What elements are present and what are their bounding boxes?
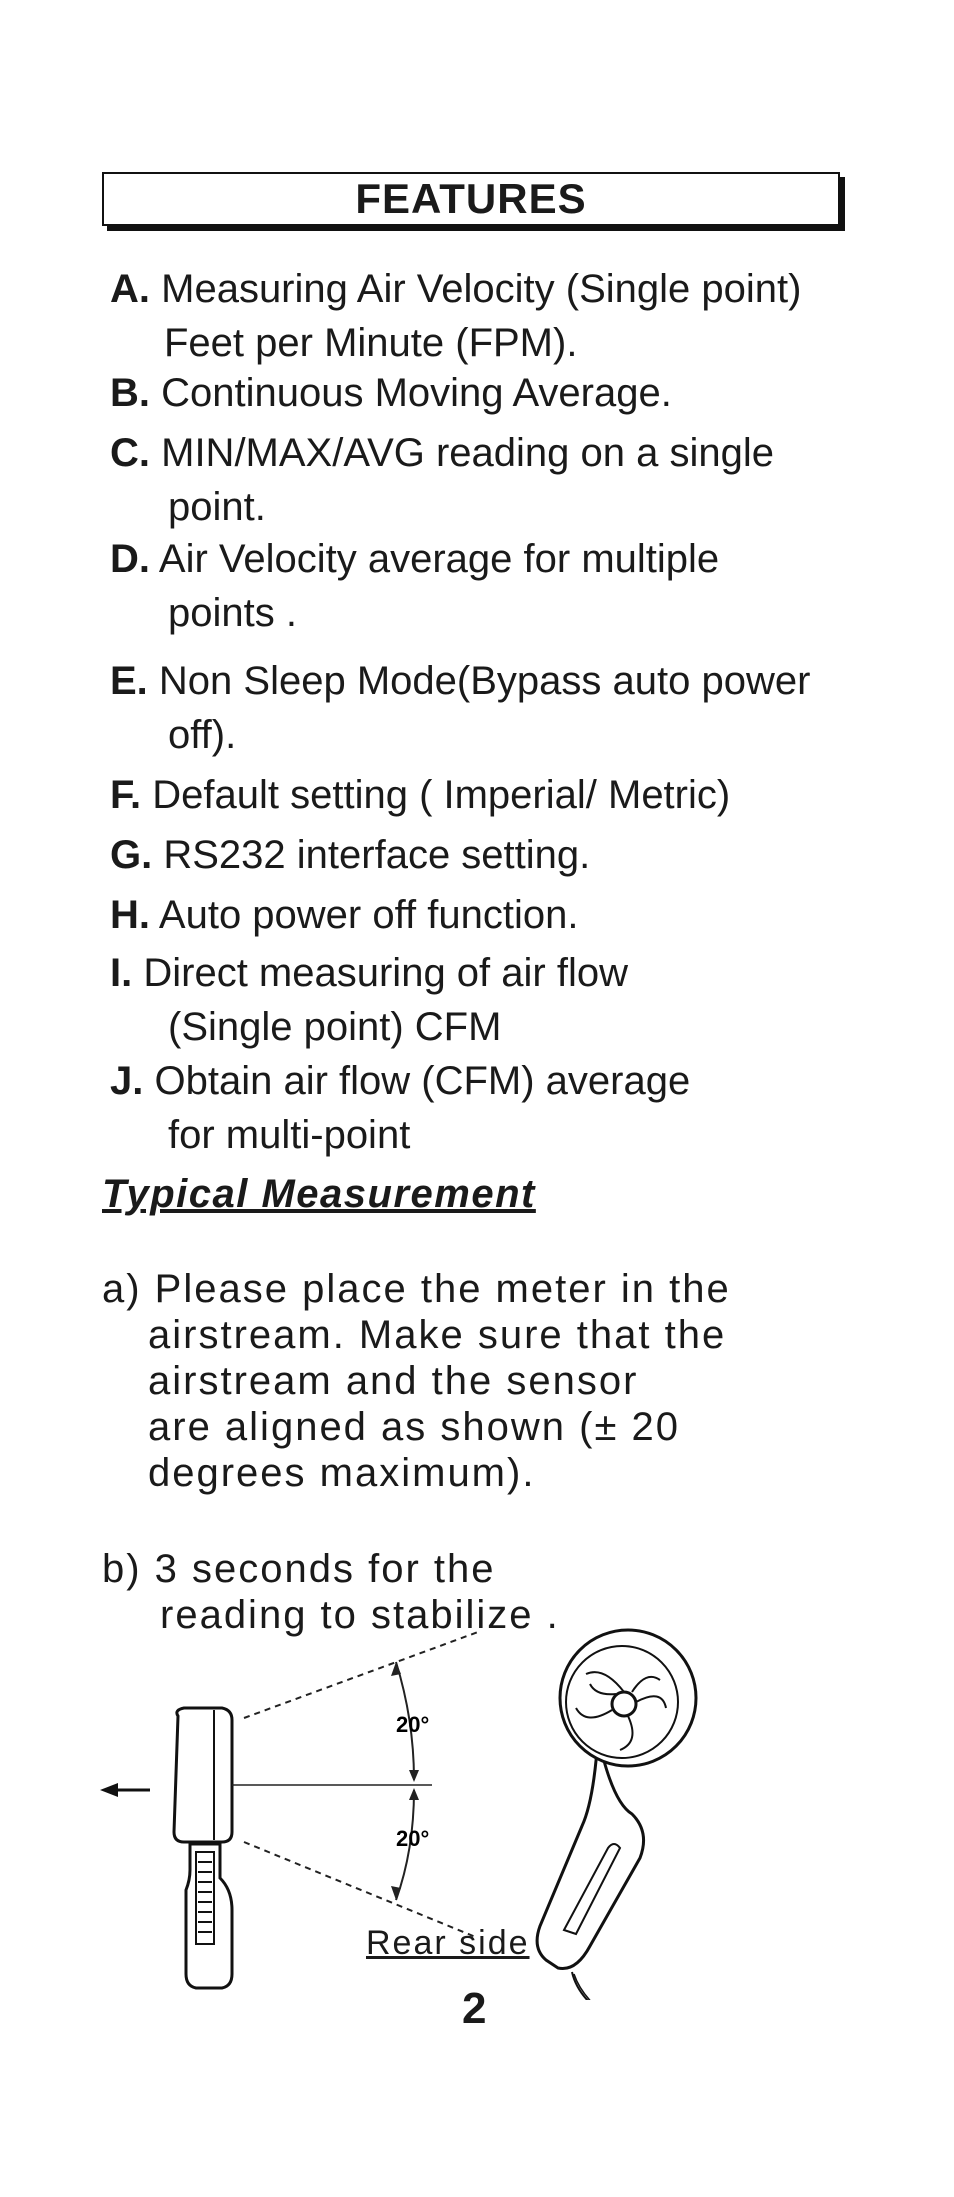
feature-item-b — [110, 366, 672, 420]
feature-item-f — [110, 768, 730, 822]
airflow-arrow-icon — [100, 1783, 150, 1797]
feature-text: Continuous Moving Average. — [161, 371, 672, 415]
feature-text: RS232 interface setting. — [163, 833, 591, 877]
instruction-a-line: airstream and the sensor — [148, 1359, 639, 1403]
instruction-a-line: a) Please place the meter in the — [102, 1267, 731, 1311]
feature-letter: F. — [110, 773, 142, 817]
anemometer-icon — [537, 1630, 702, 2000]
instruction-b-line: b) 3 seconds for the — [102, 1547, 496, 1591]
feature-letter: J. — [110, 1059, 144, 1103]
feature-text: Air Velocity average for multiple — [158, 537, 720, 581]
page-number: 2 — [462, 1984, 487, 2033]
feature-text: Auto power off function. — [158, 893, 579, 937]
instruction-b-line: reading to stabilize . — [160, 1593, 560, 1637]
feature-item-e — [110, 654, 810, 708]
feature-text: Default setting ( Imperial/ Metric) — [152, 773, 731, 817]
feature-text-cont: for multi-point — [168, 1113, 411, 1157]
feature-letter: G. — [110, 833, 153, 877]
feature-text: Measuring Air Velocity (Single point) — [161, 267, 802, 311]
angle-label-bottom: 20° — [396, 1826, 430, 1851]
angle-guide-lines — [232, 1632, 478, 1938]
feature-letter: D. — [110, 537, 150, 581]
feature-text-cont: (Single point) CFM — [168, 1005, 502, 1049]
typical-measurement-heading: Typical Measurement — [102, 1172, 536, 1216]
feature-item-i — [110, 946, 628, 1000]
feature-text: Direct measuring of air flow — [143, 951, 628, 995]
feature-item-a — [110, 262, 801, 316]
feature-letter: A. — [110, 267, 150, 311]
feature-item-c — [110, 426, 774, 480]
features-title: FEATURES — [355, 175, 587, 222]
feature-letter: I. — [110, 951, 133, 995]
feature-letter: H. — [110, 893, 150, 937]
feature-text-cont: off). — [168, 713, 237, 757]
instruction-a-line: degrees maximum). — [148, 1451, 536, 1495]
instruction-a-line: airstream. Make sure that the — [148, 1313, 727, 1357]
feature-letter: C. — [110, 431, 150, 475]
feature-letter: E. — [110, 659, 148, 703]
instruction-a-line: are aligned as shown (± 20 — [148, 1405, 681, 1449]
feature-item-d — [110, 532, 719, 586]
feature-item-j — [110, 1054, 690, 1108]
feature-text-cont: Feet per Minute (FPM). — [164, 321, 578, 365]
feature-item-h — [110, 888, 578, 942]
feature-text-cont: points . — [168, 591, 297, 635]
meter-side-view-icon — [174, 1708, 232, 1988]
feature-item-g — [110, 828, 590, 882]
rear-side-caption: Rear side — [366, 1924, 530, 1962]
feature-text: Non Sleep Mode(Bypass auto power — [158, 659, 811, 703]
features-title-box — [102, 172, 840, 226]
feature-text: MIN/MAX/AVG reading on a single — [161, 431, 774, 475]
feature-letter: B. — [110, 371, 150, 415]
angle-label-top: 20° — [396, 1712, 430, 1737]
feature-text-cont: point. — [168, 485, 266, 529]
feature-text: Obtain air flow (CFM) average — [154, 1059, 691, 1103]
